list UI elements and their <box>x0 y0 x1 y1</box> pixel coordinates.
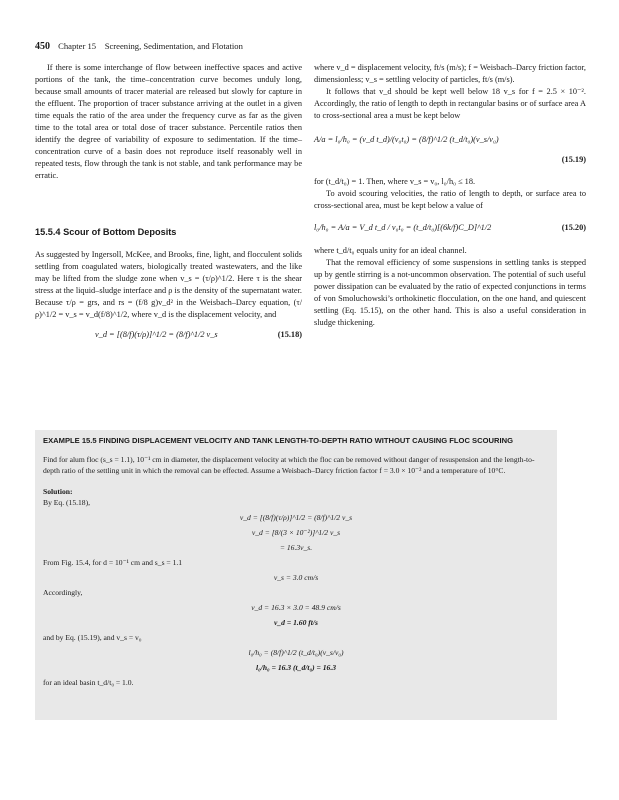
solution-accordingly: Accordingly, <box>43 588 83 597</box>
right-paragraph-2: It follows that v_d should be kept well below 18 v_s for f = 2.5 × 10⁻². Accordingly, the ratio of length to depth in rectangular basins or of surface area A to cross-sectional area a must be kept below <box>314 87 586 121</box>
math-line-5: v_d = 16.3 × 3.0 = 48.9 cm/s <box>251 603 341 612</box>
equation-15-19-body: A/a = l₀/h₀ = (v_d t_d)/(v₀t₀) = (8/f)^1/2 (t_d/t₀)(v_s/v₀) <box>314 135 499 145</box>
left-paragraph-1: If there is some interchange of flow between ineffective spaces and active portions of the tank, the time–concentration curve becomes unduly long, because small amounts of tracer material are released but slowly for capture in the effluent. The proportion of tracer substance arriving at the outlet in a given time equals the ratio of the area under the frequency curve as far as the given time to the total area or total dose of tracer substance. Percentile ratios then identify the degree of variability of exposure to sedimentation. If the time–concentration curve of a basin does not reproduce itself reasonably well in repeated tests, flow through the tank is not stable, and tank performance may be erratic. <box>35 63 302 181</box>
math-line-1: v_d = [(8/f)(τ/ρ)]^1/2 = (8/f)^1/2 v_s <box>239 513 353 522</box>
math-line-6: v_d = 1.60 ft/s <box>274 618 318 627</box>
solution-label: Solution: <box>43 487 73 496</box>
section-heading: 15.5.4 Scour of Bottom Deposits <box>35 227 177 238</box>
equation-15-20-body: l₀/h₀ = A/a = V_d t_d / v₀t₀ = (t_d/t₀)[(6k/f)C_D]^1/2 <box>314 223 492 233</box>
math-line-4: v_s = 3.0 cm/s <box>273 573 319 582</box>
math-line-7: l₀/h₀ = (8/f)^1/2 (t_d/t₀)(v_s/v₀) <box>248 648 344 657</box>
equation-15-18-body: v_d = [(8/f)(τ/ρ)]^1/2 = (8/f)^1/2 v_s <box>95 329 218 339</box>
left-paragraph-2: As suggested by Ingersoll, McKee, and Brooks, fine, light, and flocculent solids settling from coagulated waters, biologically treated wastewaters, and the like may be lifted from the sludge zone when v_s = (τ/ρ)^1/2. Here τ is the shear stress at the liquid–sludge interface and ρ is the density of the supernatant water. Because τ/ρ = grs, and rs = (f/8 g)v_d² in the Weisbach–Darcy equation, (τ/ρ)^1/2 = v_s = v_d(f/8)^1/2, where v_d is the displacement velocity, and <box>35 249 302 319</box>
math-line-2: v_d = [8/(3 × 10⁻²)]^1/2 v_s <box>251 528 341 537</box>
equation-15-18-number: (15.18) <box>277 329 302 339</box>
page-header <box>35 41 243 52</box>
equation-15-20-number: (15.20) <box>561 223 586 233</box>
example-box <box>35 430 557 720</box>
solution-ideal-basin: for an ideal basin t_d/t₀ = 1.0. <box>43 678 134 687</box>
example-title: EXAMPLE 15.5 FINDING DISPLACEMENT VELOCITY AND TANK LENGTH-TO-DEPTH RATIO WITHOUT CAUSING FLOC SCOURING <box>43 436 513 445</box>
right-paragraph-5: where t_d/t₀ equals unity for an ideal channel. <box>314 245 467 255</box>
right-paragraph-4: To avoid scouring velocities, the ratio of length to depth, or surface area to cross-sectional area, must be kept below a value of <box>314 189 586 211</box>
right-paragraph-6: That the removal efficiency of some suspensions in settling tanks is stepped up by gentle stirring is a not-uncommon observation. The potential of such useful power dissipation can be evaluated by the ratio of expected conjunctions in terms of von Smoluchowski’s orthokinetic flocculation, on the one hand, and quiescent settling (Eq. 15.15), on the other hand. This is also a useful consideration in sludge thickening. <box>314 257 586 327</box>
math-line-3: = 16.3v_s. <box>279 543 313 552</box>
math-line-8: l₀/h₀ = 16.3 (t_d/t₀) = 16.3 <box>255 663 337 672</box>
page-number: 450 <box>35 41 50 52</box>
solution-from-fig: From Fig. 15.4, for d = 10⁻¹ cm and s_s = 1.1 <box>43 558 183 567</box>
equation-15-19-number: (15.19) <box>561 155 586 165</box>
chapter-title: Screening, Sedimentation, and Flotation <box>104 41 243 51</box>
left-column <box>35 62 302 349</box>
chapter-label: Chapter 15 <box>58 41 97 51</box>
equation-15-20 <box>314 222 586 234</box>
example-problem: Find for alum floc (s_s = 1.1), 10⁻¹ cm in diameter, the displacement velocity at which the floc can be removed without danger of resuspension and the length-to-depth ratio of the settling unit in which the removal can be effected. Assume a Weisbach–Darcy friction factor f = 3.0 × 10⁻² and a temperature of 10°C. <box>43 455 535 475</box>
solution-by-eq19: and by Eq. (15.19), and v_s = v₀ <box>43 633 142 642</box>
solution-by-eq: By Eq. (15.18), <box>43 498 91 507</box>
right-paragraph-3: for (t_d/t₀) = 1. Then, where v_s = v₀, l₀/h₀ ≤ 18. <box>314 177 476 187</box>
right-column <box>314 62 586 329</box>
right-paragraph-1: where v_d = displacement velocity, ft/s (m/s); f = Weisbach–Darcy friction factor, dimensionless; v_s = settling velocity of particles, ft/s (m/s). <box>314 63 586 85</box>
equation-15-18 <box>35 329 302 341</box>
equation-15-19 <box>314 134 586 146</box>
